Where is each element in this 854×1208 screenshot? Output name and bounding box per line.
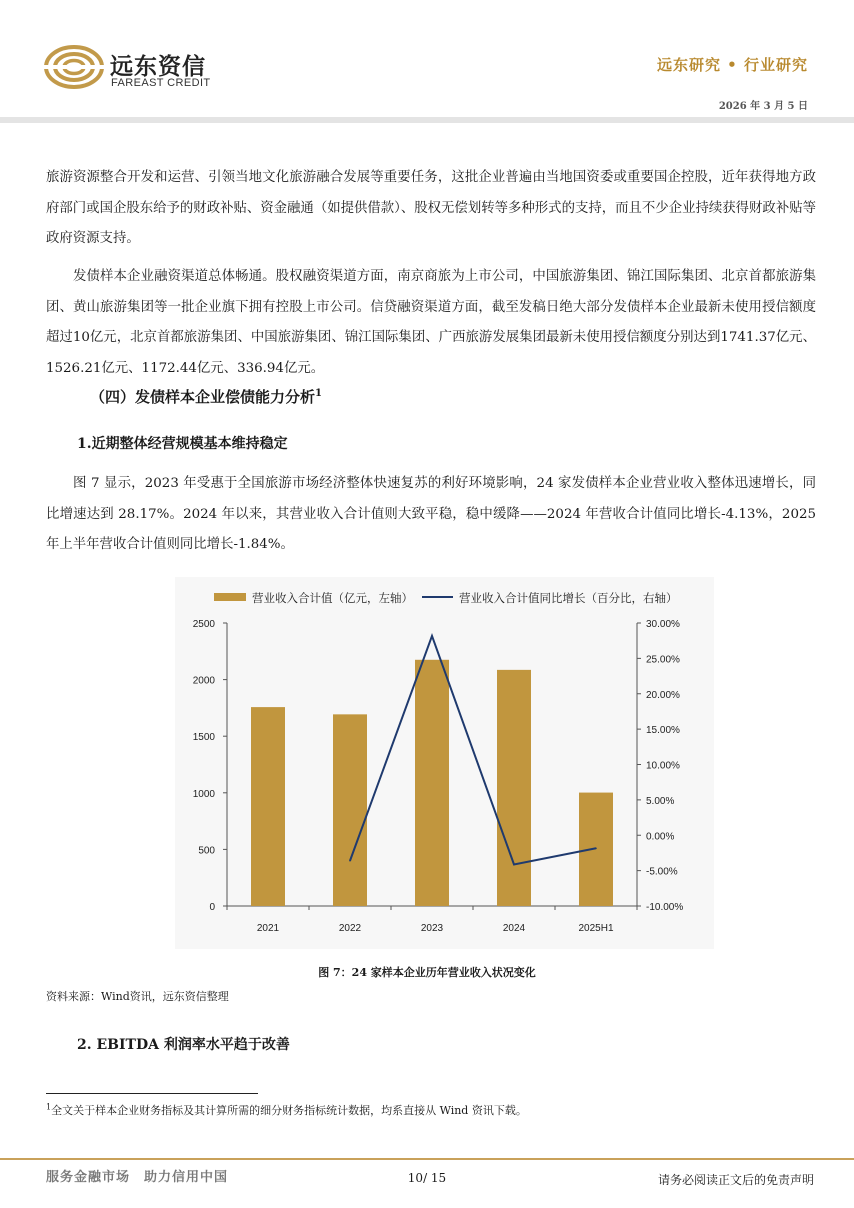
x-tick-label: 2024: [502, 923, 526, 934]
left-tick-label: 500: [198, 845, 215, 857]
x-tick-label: 2022: [338, 923, 362, 934]
right-tick-label: -10.00%: [646, 902, 684, 913]
revenue-bar: [251, 707, 285, 906]
right-tick-label: 15.00%: [646, 725, 680, 737]
report-section-title: 远东研究 • 行业研究: [656, 56, 808, 74]
growth-point: [349, 860, 351, 862]
subheading-ebitda: 2. EBITDA 利润率水平趋于改善: [77, 1037, 290, 1053]
paragraph-financing: 发债样本企业融资渠道总体畅通。股权融资渠道方面，南京商旅为上市公司，中国旅游集团、锦江国际集团、北京首都旅游集团、黄山旅游集团等一批企业旗下拥有控股上市公司。信贷融资渠道方面，截至发稿日绝大部分发债样本企业最新未使用授信额度超过10亿元，北京首都旅游集团、中国旅游集团、锦江国际集团、广西旅游发展集团最新未使用授信额度分别达到1741.37亿元、1526.21亿元、1172.44亿元、336.94亿元。: [46, 269, 816, 376]
x-tick-label: 2021: [256, 923, 280, 934]
figure-source: 资料来源：Wind资讯，远东资信整理: [46, 990, 229, 1003]
revenue-bar: [497, 670, 531, 906]
subheading-scale: 1.近期整体经营规模基本维持稳定: [77, 436, 288, 452]
revenue-chart: [175, 577, 714, 949]
logo-name-cn: 远东资信: [110, 54, 206, 80]
right-tick-label: -5.00%: [646, 866, 678, 878]
paragraph-support: 旅游资源整合开发和运营、引领当地文化旅游融合发展等重要任务，这批企业普遍由当地国资委或重要国企控股，近年获得地方政府部门或国企股东给予的财政补贴、资金融通（如提供借款）、股权无偿划转等多种形式的支持，而且不少企业持续获得财政补贴等政府资源支持。: [46, 170, 816, 246]
left-tick-label: 2500: [192, 619, 215, 630]
chart-canvas: [175, 577, 714, 949]
right-tick-label: 20.00%: [646, 689, 680, 701]
left-tick-label: 1500: [192, 732, 215, 744]
legend-bar-swatch: [214, 593, 246, 601]
header-divider: [0, 117, 854, 123]
page-header: [0, 0, 854, 124]
right-tick-label: 25.00%: [646, 654, 680, 666]
growth-line: [350, 636, 596, 865]
legend-bar-label: 营业收入合计值（亿元，左轴）: [252, 593, 413, 605]
left-tick-label: 0: [209, 902, 215, 913]
footnote-divider: [46, 1093, 258, 1094]
right-tick-label: 5.00%: [646, 795, 675, 807]
footnote-text: 全文关于样本企业财务指标及其计算所需的细分财务指标统计数据，均系直接从 Wind 资讯下载。: [51, 1104, 527, 1117]
footnote-mark: 1: [46, 1102, 52, 1112]
x-tick-label: 2025H1: [578, 923, 614, 934]
footnote-ref[interactable]: 1: [315, 388, 322, 399]
right-tick-label: 0.00%: [646, 831, 675, 843]
paragraph-revenue: 图 7 显示，2023 年受惠于全国旅游市场经济整体快速复苏的利好环境影响，24 家发债样本企业营业收入整体迅速增长，同比增速达到 28.17%。2024 年以来，其营业收入合计值则大致平稳，稳中缓降——2024 年营收合计值同比增长-4.13%，2025 年上半年营收合计值则同比增长-1.84%。: [46, 476, 816, 552]
page-number: 10/ 15: [407, 1171, 447, 1185]
logo-name-en: FAREAST CREDIT: [111, 77, 211, 89]
left-tick-label: 1000: [192, 788, 215, 800]
x-tick-label: 2023: [420, 923, 444, 934]
report-date: 2026 年 3 月 5 日: [718, 101, 808, 112]
section-heading-text: （四）发债样本企业偿债能力分析: [90, 388, 316, 406]
footer-disclaimer: 请务必阅读正文后的免责声明: [657, 1173, 814, 1187]
footer-divider: [0, 1158, 854, 1160]
growth-point: [595, 847, 597, 849]
legend-line-label: 营业收入合计值同比增长（百分比，右轴）: [459, 593, 678, 605]
fareast-logo-icon: [44, 44, 104, 90]
footnote: [46, 1102, 527, 1118]
growth-point: [431, 635, 433, 637]
growth-point: [513, 864, 515, 866]
figure-caption: 图 7：24 家样本企业历年营业收入状况变化: [318, 966, 536, 979]
revenue-bar: [415, 660, 449, 906]
left-tick-label: 2000: [192, 675, 215, 687]
right-tick-label: 30.00%: [646, 619, 680, 630]
footer-slogan: 服务金融市场 助力信用中国: [46, 1170, 229, 1185]
section-heading: [90, 386, 322, 407]
right-tick-label: 10.00%: [646, 760, 680, 772]
revenue-bar: [333, 714, 367, 906]
